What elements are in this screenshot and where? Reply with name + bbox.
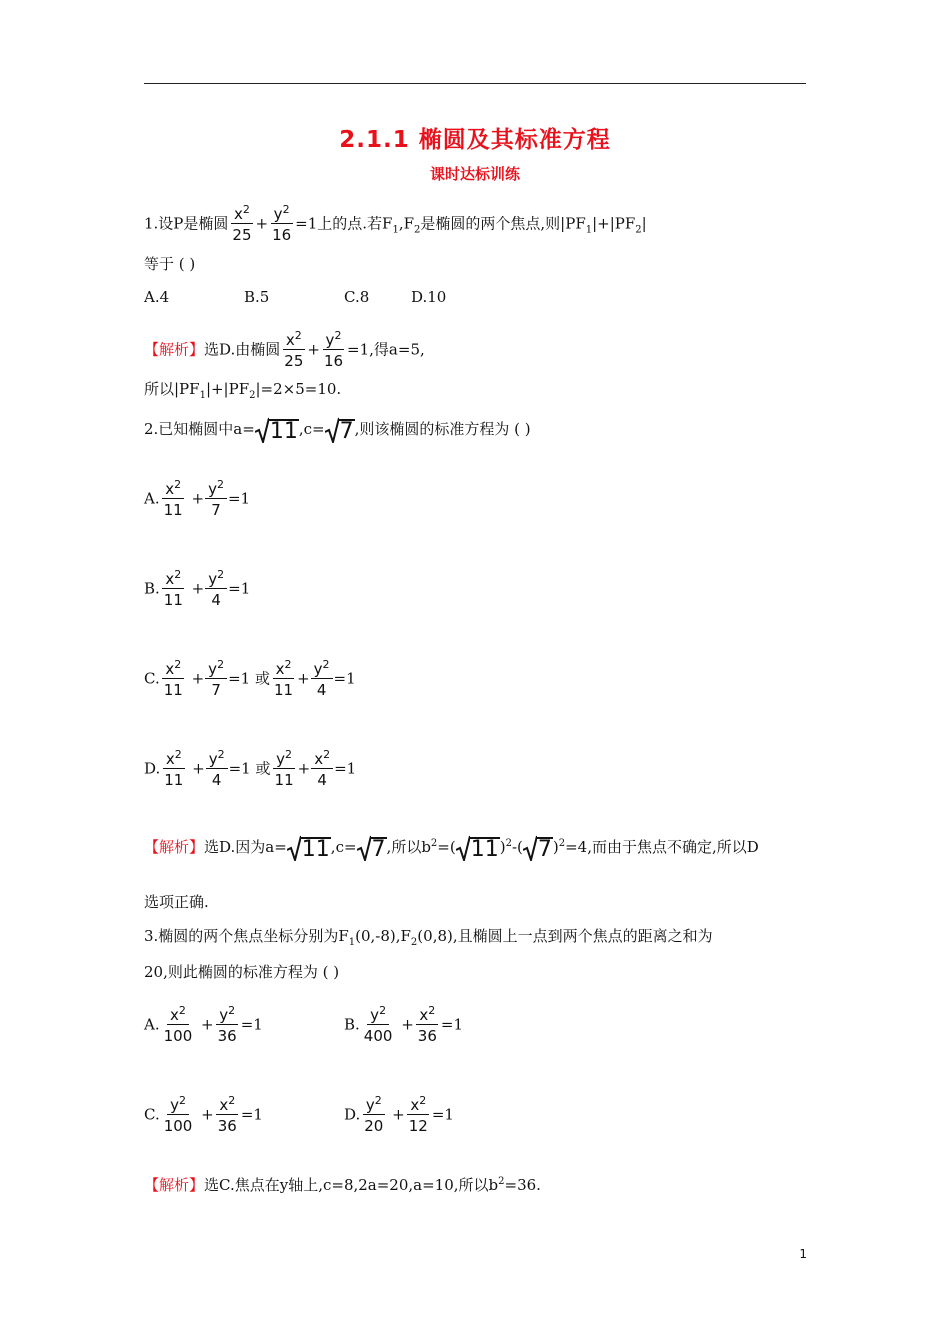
question-3-stem: 3.椭圆的两个焦点坐标分别为$F_1(0,-8),F_2(0,8)$,且椭圆上一点到两个焦点的距离之和为 — [144, 927, 713, 948]
question-2-option-d[interactable]: D. $\frac{x^2}{11}$ + $\frac{y^2}{4}$ =1 或 $\frac{y^2}{11}$ + $\frac{x^2}{4}$ =1 — [144, 748, 357, 789]
sqrt-expression: 7 — [523, 835, 553, 861]
analysis-tag: 【解析】 — [144, 340, 205, 359]
fraction: $\frac{x^2}{25}$ — [284, 329, 304, 370]
question-3-stem-line-2: 20,则此椭圆的标准方程为 ( ) — [144, 963, 340, 981]
question-3-option-d[interactable]: D. $\frac{y^2}{20}$ + $\frac{x^2}{12}$ =1 — [344, 1094, 454, 1135]
answer-1-line-2: 所以$|PF_1|+|PF_2|=2\times 5=10$. — [144, 380, 342, 401]
answer-2-line-2: 选项正确. — [144, 893, 209, 911]
page-number: 1 — [799, 1247, 807, 1261]
answer-3: 【解析】选C.焦点在y轴上,c=8,2a=20,a=10,所以$b^2=36$. — [144, 1176, 541, 1194]
question-1-stem: 1.设P是椭圆 $\frac{x^2}{25}$ + $\frac{y^2}{16}$ =1上的点.若$F_1,F_2$是椭圆的两个焦点,则$|PF_1|+|PF_2|$ — [144, 203, 647, 244]
question-1-stem-line-2: 等于 ( ) — [144, 255, 196, 273]
analysis-tag: 【解析】 — [144, 1176, 205, 1194]
sqrt-expression: 7 — [357, 835, 387, 861]
analysis-tag: 【解析】 — [144, 838, 205, 856]
question-1-option-d[interactable]: D.10 — [411, 288, 447, 306]
page-subtitle: 课时达标训练 — [429, 165, 520, 183]
question-2-stem: 2.已知椭圆中a= 11 ,c= 7 ,则该椭圆的标准方程为 ( ) — [144, 419, 531, 444]
fraction: $\frac{y^2}{16}$ — [272, 203, 292, 244]
question-3-option-a[interactable]: A. $\frac{x^2}{100}$ + $\frac{y^2}{36}$ =1 — [144, 1004, 263, 1045]
fraction: $\frac{x^2}{25}$ — [232, 203, 252, 244]
question-1-option-a[interactable]: A.4 — [144, 288, 170, 306]
sqrt-expression: 11 — [287, 835, 331, 861]
answer-2: 【解析】选D.因为a= 11 ,c= 7 ,所以$b^2=$( 11 )$^2$-( 7 )$^2$=4,而由于焦点不确定,所以D — [144, 837, 759, 862]
sqrt-expression: 11 — [456, 835, 500, 861]
fraction: $\frac{y^2}{16}$ — [323, 329, 344, 370]
sqrt-expression: 11 — [255, 417, 299, 443]
sqrt-expression: 7 — [325, 417, 355, 443]
question-1-option-b[interactable]: B.5 — [244, 288, 270, 306]
header-rule — [144, 83, 806, 84]
question-2-option-c[interactable]: C. $\frac{x^2}{11}$ + $\frac{y^2}{7}$ =1 或 $\frac{x^2}{11}$ + $\frac{y^2}{4}$ =1 — [144, 658, 356, 699]
question-3-option-c[interactable]: C. $\frac{y^2}{100}$ + $\frac{x^2}{36}$ =1 — [144, 1094, 263, 1135]
question-1-option-c[interactable]: C.8 — [344, 288, 370, 306]
page-title: 2.1.1 椭圆及其标准方程 — [339, 127, 611, 153]
question-3-option-b[interactable]: B. $\frac{y^2}{400}$ + $\frac{x^2}{36}$ =1 — [344, 1004, 464, 1045]
question-2-option-b[interactable]: B. $\frac{x^2}{11}$ + $\frac{y^2}{4}$ =1 — [144, 568, 251, 609]
answer-1: 【解析】选D.由椭圆 $\frac{x^2}{25}$ + $\frac{y^2}{16}$ =1,得a=5, — [144, 329, 425, 370]
question-2-option-a[interactable]: A. $\frac{x^2}{11}$ + $\frac{y^2}{7}$ =1 — [144, 478, 251, 519]
